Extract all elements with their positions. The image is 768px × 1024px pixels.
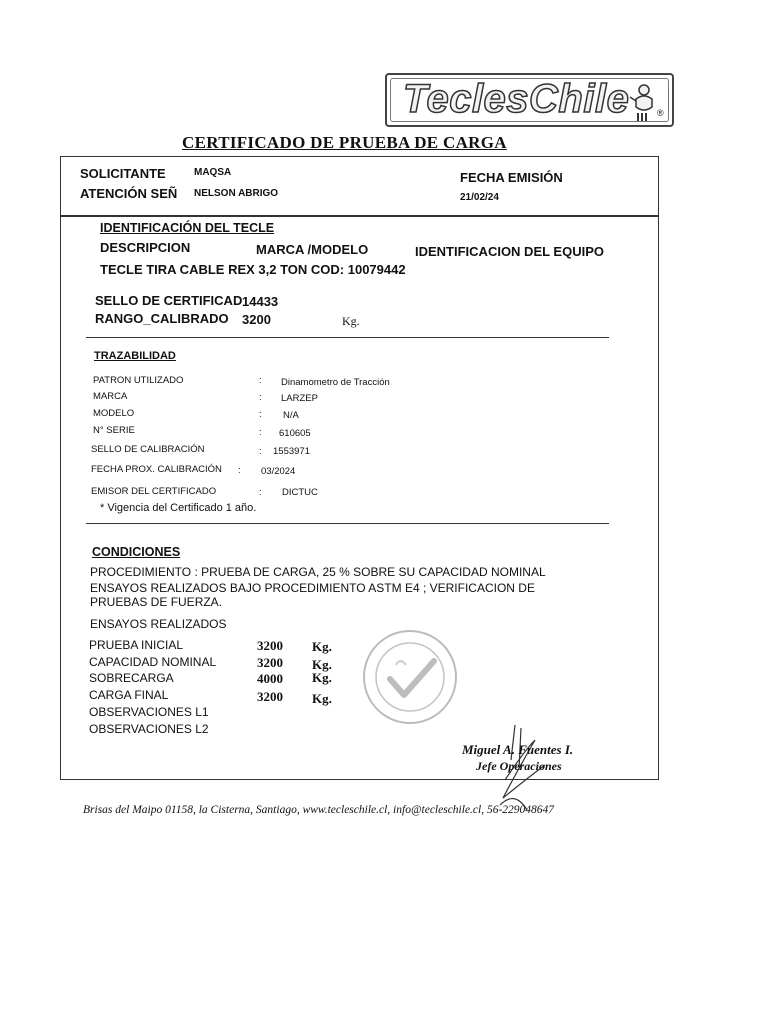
traz-label: PATRON UTILIZADO — [93, 375, 184, 386]
ensayo-unit: Kg. — [312, 670, 332, 685]
traz-separator: : — [259, 427, 262, 438]
ensayo-label: CAPACIDAD NOMINAL — [89, 655, 217, 669]
sello-label: SELLO DE CERTIFICAD — [95, 293, 243, 308]
pruebas-fuerza-text: PRUEBAS DE FUERZA. — [90, 595, 223, 609]
traz-separator: : — [259, 392, 262, 403]
traz-value: N/A — [283, 410, 299, 421]
ensayos-procedimiento-text: ENSAYOS REALIZADOS BAJO PROCEDIMIENTO ASTM E4 ; VERIFICACION DE — [90, 581, 535, 595]
solicitante-value: MAQSA — [194, 167, 232, 178]
traz-label: EMISOR DEL CERTIFICADO — [91, 486, 217, 497]
traz-label: SELLO DE CALIBRACIÓN — [91, 444, 205, 455]
traz-separator: : — [259, 409, 262, 420]
traz-separator: : — [259, 487, 262, 498]
ensayos-heading: ENSAYOS REALIZADOS — [90, 617, 227, 631]
ensayo-unit: Kg. — [312, 639, 332, 654]
solicitante-label: SOLICITANTE — [80, 166, 166, 181]
identificacion-equipo-label: IDENTIFICACION DEL EQUIPO — [415, 244, 604, 259]
rango-value: 3200 — [242, 312, 271, 327]
ensayo-value: 4000 — [257, 671, 283, 686]
ensayo-label: CARGA FINAL — [89, 688, 169, 702]
traz-value: 03/2024 — [261, 466, 296, 477]
fecha-label: FECHA EMISIÓN — [460, 170, 563, 185]
procedimiento-text: PROCEDIMIENTO : PRUEBA DE CARGA, 25 % SOBRE SU CAPACIDAD NOMINAL — [90, 565, 546, 579]
observaciones-l1: OBSERVACIONES L1 — [89, 705, 209, 719]
atencion-value: NELSON ABRIGO — [194, 188, 279, 199]
sello-value: 14433 — [242, 294, 279, 309]
traz-value: 1553971 — [273, 446, 310, 457]
fecha-value: 21/02/24 — [460, 192, 499, 203]
traz-label: MARCA — [93, 391, 128, 402]
signer-name: Miguel A. Fuentes I. — [462, 742, 574, 757]
condiciones-heading: CONDICIONES — [92, 545, 181, 559]
ensayo-label: SOBRECARGA — [89, 671, 174, 685]
rango-label: RANGO_CALIBRADO — [95, 311, 229, 326]
signer-role: Jefe Operaciones — [476, 759, 562, 773]
traz-label: FECHA PROX. CALIBRACIÓN — [91, 464, 222, 475]
traz-label: MODELO — [93, 408, 135, 419]
ensayo-value: 3200 — [257, 655, 283, 670]
certification-stamp-icon — [360, 627, 460, 727]
traz-label: N° SERIE — [93, 425, 135, 436]
ensayo-unit: Kg. — [312, 691, 332, 706]
descripcion-label: DESCRIPCION — [100, 240, 191, 255]
header-divider — [60, 215, 659, 217]
traz-value: LARZEP — [281, 393, 318, 404]
vigencia-note: * Vigencia del Certificado 1 año. — [100, 502, 257, 514]
traz-separator: : — [259, 375, 262, 386]
traz-separator: : — [238, 465, 241, 476]
identificacion-heading: IDENTIFICACIÓN DEL TECLE — [100, 221, 275, 235]
section-divider-1 — [86, 337, 609, 338]
marca-modelo-label: MARCA /MODELO — [256, 242, 369, 257]
registered-mark: ® — [657, 108, 664, 118]
ensayo-label: PRUEBA INICIAL — [89, 638, 184, 652]
ensayo-unit: Kg. — [312, 657, 332, 672]
document-title: CERTIFICADO DE PRUEBA DE CARGA — [182, 133, 507, 152]
hoist-icon — [628, 83, 656, 123]
section-divider-2 — [86, 523, 609, 524]
atencion-label: ATENCIÓN SEÑ — [80, 186, 178, 201]
footer-contact: Brisas del Maipo 01158, la Cisterna, Santiago, www.tecleschile.cl, info@tecleschile.cl, 56-229048647 — [83, 804, 555, 816]
traz-value: DICTUC — [282, 487, 318, 498]
trazabilidad-heading: TRAZABILIDAD — [94, 350, 176, 362]
observaciones-l2: OBSERVACIONES L2 — [89, 722, 209, 736]
ensayo-value: 3200 — [257, 638, 283, 653]
traz-separator: : — [259, 446, 262, 457]
ensayo-value: 3200 — [257, 689, 283, 704]
brand-logo: TeclesChile — [403, 77, 630, 121]
traz-value: 610605 — [279, 428, 311, 439]
traz-value: Dinamometro de Tracción — [281, 377, 390, 388]
descripcion-value: TECLE TIRA CABLE REX 3,2 TON COD: 10079442 — [100, 262, 406, 277]
rango-unit: Kg. — [342, 314, 360, 328]
